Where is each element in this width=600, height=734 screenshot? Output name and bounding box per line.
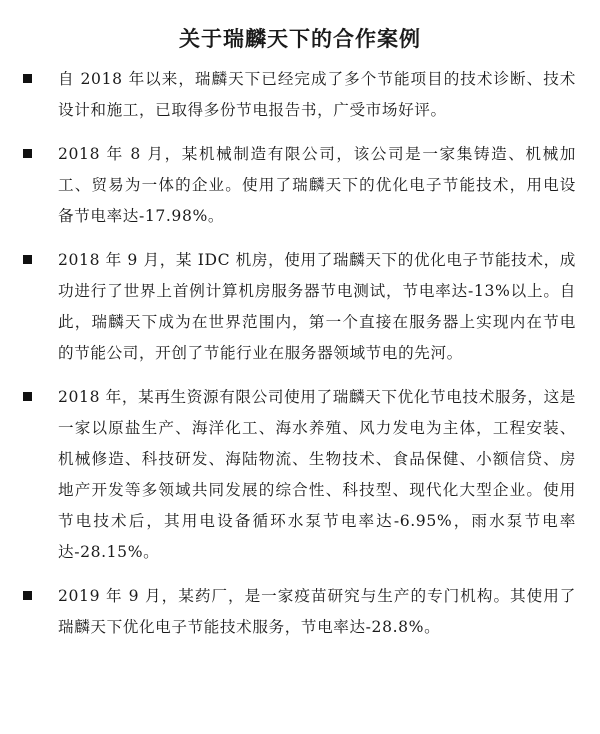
case-item-2	[0, 139, 600, 232]
square-bullet-icon	[23, 149, 32, 158]
case-item-4	[0, 382, 600, 568]
case-text: 2018 年，某再生资源有限公司使用了瑞麟天下优化节电技术服务，这是一家以原盐生产、海洋化工、海水养殖、风力发电为主体，工程安装、机械修造、科技研发、海陆物流、生物技术、食品保健、小额信贷、房地产开发等多领域共同发展的综合性、科技型、现代化大型企业。使用节电技术后，其用电设备循环水泵节电率达-6.95%，雨水泵节电率达-28.15%。	[58, 388, 576, 561]
square-bullet-icon	[23, 255, 32, 264]
document-title: 关于瑞麟天下的合作案例	[179, 27, 421, 51]
case-item-1	[0, 64, 600, 126]
square-bullet-icon	[23, 392, 32, 401]
case-list	[0, 64, 600, 656]
square-bullet-icon	[23, 591, 32, 600]
case-item-5	[0, 581, 600, 643]
square-bullet-icon	[23, 74, 32, 83]
case-text: 2018 年 9 月，某 IDC 机房，使用了瑞麟天下的优化电子节能技术，成功进行了世界上首例计算机房服务器节电测试，节电率达-13%以上。自此，瑞麟天下成为在世界范围内，第一个直接在服务器上实现内在节电的节能公司，开创了节能行业在服务器领域节电的先河。	[58, 251, 576, 362]
case-text: 自 2018 年以来，瑞麟天下已经完成了多个节能项目的技术诊断、技术设计和施工，已取得多份节电报告书，广受市场好评。	[58, 70, 576, 119]
case-text: 2019 年 9 月，某药厂，是一家疫苗研究与生产的专门机构。其使用了瑞麟天下优化电子节能技术服务，节电率达-28.8%。	[58, 587, 576, 636]
case-text: 2018 年 8 月，某机械制造有限公司，该公司是一家集铸造、机械加工、贸易为一体的企业。使用了瑞麟天下的优化电子节能技术，用电设备节电率达-17.98%。	[58, 145, 576, 225]
case-item-3	[0, 245, 600, 369]
